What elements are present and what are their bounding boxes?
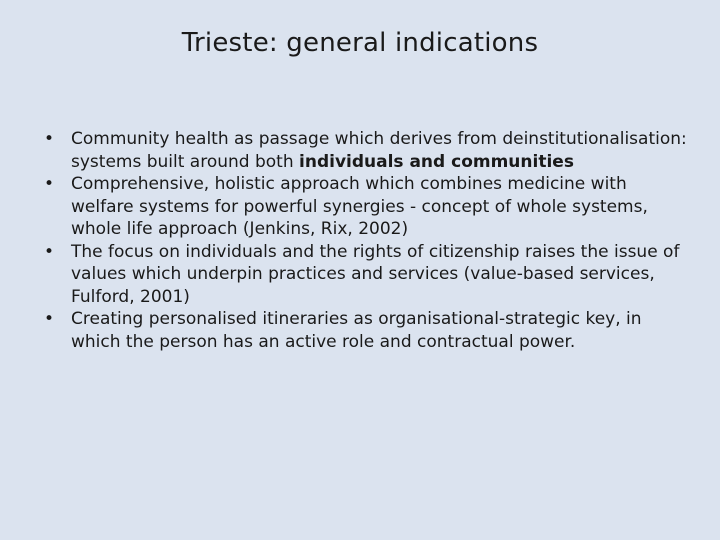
bullet-item <box>44 173 694 241</box>
bullet-dot-icon: • <box>44 174 55 194</box>
bullet-item <box>44 308 694 353</box>
bullet-emphasis: individuals and communities <box>299 151 574 172</box>
bullet-item <box>44 241 694 309</box>
bullet-text: The focus on individuals and the rights of citizenship raises the issue of values which underpin practices and services (value-based services, Fulford, 2001) <box>71 241 680 307</box>
bullet-item <box>44 128 694 173</box>
bullet-dot-icon: • <box>44 309 55 329</box>
bullet-dot-icon: • <box>44 129 55 149</box>
bullet-text: Community health as passage which derives from deinstitutionalisation: systems built around both <box>71 129 687 172</box>
bullet-text: Comprehensive, holistic approach which combines medicine with welfare systems for powerful synergies - concept of whole systems, whole life approach (Jenkins, Rix, 2002) <box>71 174 648 239</box>
bullet-list <box>44 128 694 353</box>
bullet-text: Creating personalised itineraries as organisational-strategic key, in which the person has an active role and contractual power. <box>71 309 642 352</box>
bullet-dot-icon: • <box>44 241 55 262</box>
slide-title: Trieste: general indications <box>181 28 539 58</box>
